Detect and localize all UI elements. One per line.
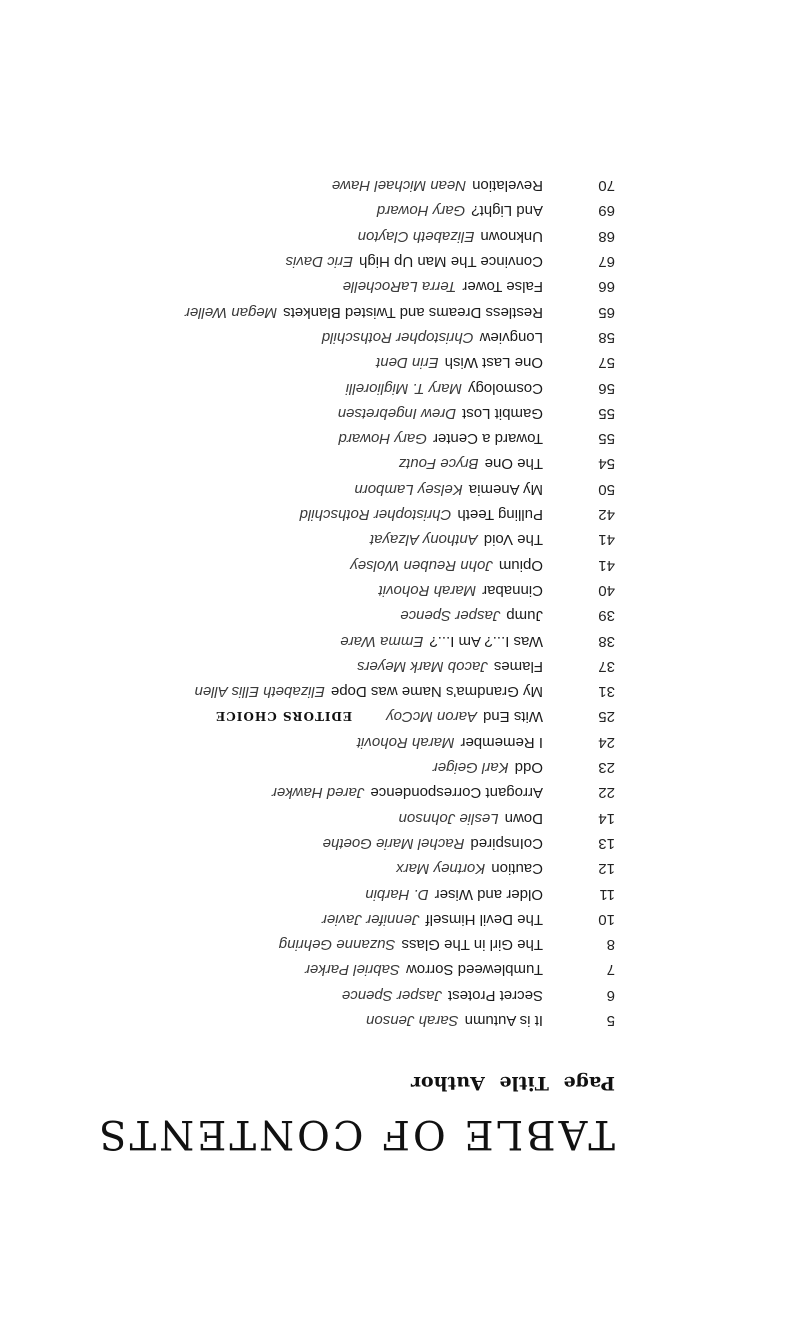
toc-entry-author: Kelsey Lamborn — [354, 480, 463, 498]
toc-entry-author: Anthony Alzayat — [369, 531, 478, 549]
toc-entry-author: Eric Davis — [285, 253, 354, 271]
toc-entry-title: Pulling Teeth — [457, 506, 543, 524]
toc-entry-page: 6 — [606, 986, 615, 1004]
toc-entry-author: Emma Ware — [340, 632, 424, 650]
toc-entry-page: 13 — [598, 834, 615, 852]
toc-entry-page: 54 — [598, 455, 615, 473]
toc-entry-title: Down — [504, 809, 543, 827]
toc-entry-author: Jasper Spence — [400, 607, 501, 625]
toc-entry — [55, 903, 615, 928]
toc-entry-title: Flames — [493, 657, 543, 675]
toc-entry-title: Convince The Man Up High — [359, 253, 543, 271]
toc-entry — [55, 523, 615, 548]
toc-entry-author: John Reuben Wolsey — [350, 556, 493, 574]
toc-entry-title: Opium — [498, 556, 543, 574]
toc-entry-page: 23 — [598, 759, 615, 777]
toc-entry-author: Rachel Marie Goethe — [322, 834, 465, 852]
toc-entry-page: 14 — [598, 809, 615, 827]
toc-entry-author: Kortney Marx — [396, 860, 486, 878]
toc-entry-title: Revelation — [472, 177, 543, 195]
toc-entry-title: Secret Protest — [447, 986, 543, 1004]
toc-entry — [55, 650, 615, 675]
toc-entry — [55, 751, 615, 776]
toc-entry — [55, 599, 615, 624]
toc-entry-page: 31 — [598, 683, 615, 701]
toc-entry — [55, 827, 615, 852]
toc-entry-page: 68 — [598, 227, 615, 245]
toc-entry-page: 57 — [598, 354, 615, 372]
toc-entry-page: 42 — [598, 506, 615, 524]
toc-entry-author: Sabriel Parker — [304, 961, 400, 979]
toc-entry — [55, 978, 615, 1003]
toc-entry-page: 7 — [606, 961, 615, 979]
toc-entry-author: Jared Hawker — [271, 784, 365, 802]
toc-entry-author: Drew Ingebretsen — [337, 404, 457, 422]
toc-entry — [55, 397, 615, 422]
toc-entry-author: Christopher Rothschild — [321, 328, 474, 346]
toc-entry-author: Suzanne Gehring — [278, 936, 396, 954]
toc-entry — [55, 447, 615, 472]
toc-entry — [55, 346, 615, 371]
toc-entry — [55, 194, 615, 219]
toc-entry-title: Cosmology — [467, 379, 543, 397]
toc-entry-title: The Void — [483, 531, 543, 549]
toc-entry-author: Megan Weller — [184, 303, 278, 321]
toc-entry — [55, 498, 615, 523]
toc-entry-author: Marah Rohovit — [378, 581, 477, 599]
toc-entry-title: One Last Wish — [444, 354, 543, 372]
toc-entry-title: And Light? — [471, 202, 543, 220]
toc-entry — [55, 548, 615, 573]
toc-entry-page: 56 — [598, 379, 615, 397]
toc-entry-author: Jacob Mark Meyers — [356, 657, 488, 675]
toc-entry-author: Elizabeth Clayton — [357, 227, 475, 245]
toc-entry-title: I Remember — [460, 733, 543, 751]
toc-entry-page: 41 — [598, 531, 615, 549]
toc-entry-title: Wits End — [482, 708, 543, 726]
toc-entry-page: 24 — [598, 733, 615, 751]
toc-entry-author: Gary Howard — [338, 430, 427, 448]
toc-entry — [55, 928, 615, 953]
toc-entry-author: Nean Michael Hawe — [331, 177, 467, 195]
toc-entry-page: 70 — [598, 177, 615, 195]
toc-entry — [55, 776, 615, 801]
toc-entry-author: Mary T. Migliorelli — [345, 379, 462, 397]
document-title: TABLE OF CONTENTS — [96, 1111, 615, 1158]
toc-entry-author: Gary Howard — [376, 202, 466, 220]
toc-entry-page: 22 — [598, 784, 615, 802]
toc-entry-title: The Devil Himself — [425, 910, 543, 928]
toc-entry-author: D. Harbin — [365, 885, 429, 903]
toc-entry-title: The Girl in The Glass — [401, 936, 543, 954]
toc-entry-title: Caution — [491, 860, 543, 878]
toc-entry-author: Erin Dent — [376, 354, 439, 372]
column-header-title: Title — [499, 1072, 549, 1094]
toc-entry-title: Jump — [506, 607, 543, 625]
toc-entry — [55, 725, 615, 750]
toc-entry — [55, 953, 615, 978]
toc-entry-page: 50 — [598, 480, 615, 498]
toc-entry — [55, 472, 615, 497]
toc-entry-title: CoInspired — [470, 834, 543, 852]
toc-entry-title: Was I...? Am I...? — [429, 632, 543, 650]
toc-entry-title: Toward a Center — [432, 430, 543, 448]
toc-entry-page: 39 — [598, 607, 615, 625]
toc-entry-page: 67 — [598, 253, 615, 271]
column-header-page: Page — [563, 1072, 615, 1094]
toc-entry-page: 10 — [598, 910, 615, 928]
toc-entry-page: 66 — [598, 278, 615, 296]
toc-entry-page: 25 — [598, 708, 615, 726]
toc-entry — [55, 321, 615, 346]
toc-entry-author: Karl Geiger — [432, 759, 509, 777]
toc-entry-author: Jasper Spence — [341, 986, 442, 1004]
toc-entry-page: 65 — [598, 303, 615, 321]
toc-entry — [55, 852, 615, 877]
toc-entry-author: Christopher Rothschild — [299, 506, 452, 524]
column-header-author: Author — [410, 1072, 485, 1094]
toc-entry-author: Bryce Foutz — [398, 455, 479, 473]
toc-entry-title: My Grandma's Name was Dope — [330, 683, 543, 701]
toc-entry-title: False Tower — [462, 278, 543, 296]
toc-entry — [55, 624, 615, 649]
toc-entry-page: 58 — [598, 328, 615, 346]
toc-entry-page: 69 — [598, 202, 615, 220]
toc-entry-page: 55 — [598, 430, 615, 448]
toc-entry-author: Sarah Jenson — [366, 1012, 459, 1029]
toc-entry-title: Older and Wiser — [434, 885, 543, 903]
toc-entry-author: Terra LaRochelle — [342, 278, 457, 296]
toc-entry-author: Marah Rohovit — [356, 733, 455, 751]
toc-entry — [55, 371, 615, 396]
toc-entry-title: Longview — [479, 328, 543, 346]
toc-entry — [55, 700, 615, 725]
toc-entry-page: 40 — [598, 581, 615, 599]
toc-entry — [55, 801, 615, 826]
toc-entry — [55, 1004, 615, 1029]
toc-entry — [55, 675, 615, 700]
toc-entry-page: 11 — [599, 885, 615, 903]
toc-entry-page: 37 — [598, 657, 615, 675]
toc-entry-page: 38 — [598, 632, 615, 650]
toc-entry-author: Jennifer Javier — [321, 910, 420, 928]
toc-entry-title: Gambit Lost — [462, 404, 543, 422]
toc-entry-title: Unknown — [480, 227, 543, 245]
toc-entry-title: My Anemia — [468, 480, 543, 498]
toc-entry — [55, 270, 615, 295]
toc-entry-page: 55 — [598, 404, 615, 422]
toc-entry-title: The One — [484, 455, 543, 473]
toc-entry-title: Odd — [514, 759, 543, 777]
toc-entry — [55, 574, 615, 599]
toc-entry — [55, 245, 615, 270]
toc-entry — [55, 877, 615, 902]
toc-entry-author: Aaron McCoy — [386, 708, 477, 726]
toc-entry-author: Elizabeth Ellis Allen — [194, 683, 325, 701]
toc-entry-title: Restless Dreams and Twisted Blankets — [283, 303, 543, 321]
toc-entry — [55, 169, 615, 194]
editors-choice-badge: EDITORS CHOICE — [215, 709, 353, 724]
toc-entry — [55, 422, 615, 447]
toc-entry-title: It is Autumn — [464, 1012, 543, 1029]
column-headers — [403, 1072, 615, 1094]
toc-entry-page: 12 — [598, 860, 615, 878]
toc-entry-page: 41 — [598, 556, 615, 574]
toc-entry-author: Leslie Johnson — [398, 809, 499, 827]
toc-list — [55, 169, 615, 1029]
toc-entry-title: Arrogant Correspondence — [370, 784, 543, 802]
toc-entry-title: Tumbleweed Sorrow — [406, 961, 543, 979]
toc-entry — [55, 295, 615, 320]
toc-entry-title: Cinnabar — [482, 581, 543, 599]
toc-entry-page: 8 — [606, 936, 615, 954]
toc-entry-page: 5 — [606, 1012, 615, 1029]
toc-entry — [55, 220, 615, 245]
